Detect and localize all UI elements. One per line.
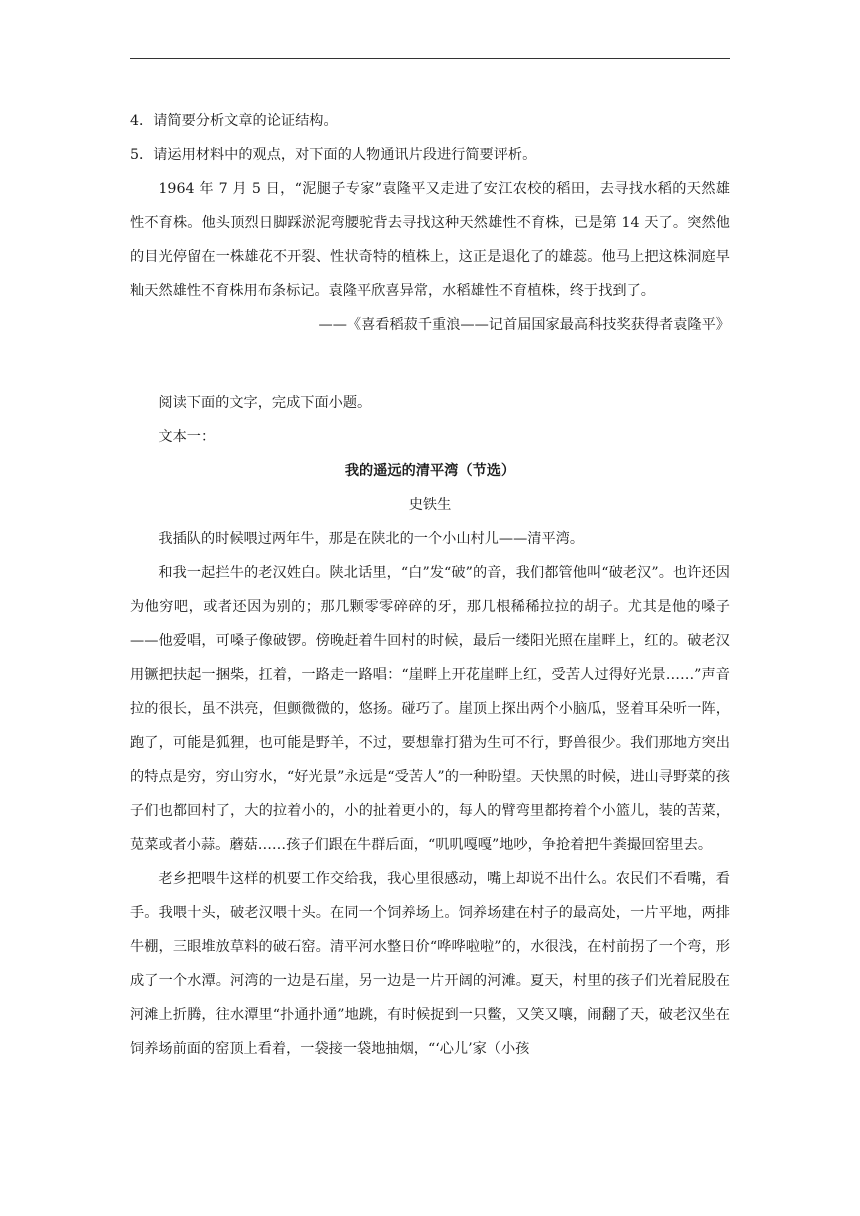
- excerpt-source: ——《喜看稻菽千重浪——记首届国家最高科技奖获得者袁隆平》: [318, 317, 730, 333]
- article-paragraph-3: 老乡把喂牛这样的机要工作交给我，我心里很感动，嘴上却说不出什么。农民们不看嘴，看手。我喂十头，破老汉喂十头。在同一个饲养场上。饲养场建在村子的最高处，一片平地，两排牛棚，三眼堆放草料的破石窑。清平河水整日价“哗哗啦啦”的，水很浅，在村前拐了一个弯，形成了一个水潭。河湾的一边是石崖，另一边是一片开阔的河滩。夏天，村里的孩子们光着屁股在河滩上折腾，往水潭里“扑通扑通”地跳，有时候捉到一只鳖，又笑又嚷，闹翻了天，破老汉坐在饲养场前面的窑顶上看着，一袋接一袋地抽烟，“‘心儿’家（小孩: [130, 871, 730, 1057]
- article-paragraph-2: 和我一起拦牛的老汉姓白。陕北话里，“白”发“破”的音，我们都管他叫“破老汉”。也许还因为他穷吧，或者还因为别的；那几颗零零碎碎的牙，那几根稀稀拉拉的胡子。尤其是他的嗓子——他爱唱，可嗓子像破锣。傍晚赶着牛回村的时候，最后一缕阳光照在崖畔上，红的。破老汉用镢把扶起一捆柴，扛着，一路走一路唱：“崖畔上开花崖畔上红，受苦人过得好光景……”声音拉的很长，虽不洪亮，但颤微微的，悠扬。碰巧了。崖顶上探出两个小脑瓜，竖着耳朵听一阵，跑了，可能是狐狸，也可能是野羊，不过，要想靠打猎为生可不行，野兽很少。我们那地方突出的特点是穷，穷山穷水，“好光景”永远是“受苦人”的一种盼望。天快黑的时候，进山寻野菜的孩子们也都回村了，大的拉着小的，小的扯着更小的，每人的臂弯里都挎着个小篮儿，装的苦菜，苋菜或者小蒜。蘑菇……孩子们跟在牛群后面，“叽叽嘎嘎”地吵，争抢着把牛粪撮回窑里去。: [130, 565, 730, 853]
- reading-instruction: 阅读下面的文字，完成下面小题。: [158, 395, 372, 411]
- article-paragraph-1: 我插队的时候喂过两年牛，那是在陕北的一个小山村儿——清平湾。: [158, 531, 585, 547]
- article-title: 我的遥远的清平湾（节选）: [344, 463, 516, 479]
- header-rule: [130, 58, 730, 59]
- excerpt-paragraph: 1964 年 7 月 5 日，“泥腿子专家”袁隆平又走进了安江农校的稻田，去寻找水稻的天然雄性不育株。他头顶烈日脚踩淤泥弯腰驼背去寻找这种天然雄性不育株，已是第 14 天了。突然他的目光停留在一株雄花不开裂、性状奇特的植株上，这正是退化了的雄蕊。他马上把这株洞庭早籼天然雄性不育株用布条标记。袁隆平欣喜异常，水稻雄性不育植株，终于找到了。: [130, 181, 730, 299]
- article-author: 史铁生: [408, 497, 452, 513]
- text-label: 文本一：: [158, 429, 216, 445]
- question-5: 5．请运用材料中的观点，对下面的人物通讯片段进行简要评析。: [130, 147, 537, 163]
- document-body: [130, 104, 730, 1066]
- section-gap: [130, 342, 730, 386]
- question-4: 4．请简要分析文章的论证结构。: [130, 113, 338, 129]
